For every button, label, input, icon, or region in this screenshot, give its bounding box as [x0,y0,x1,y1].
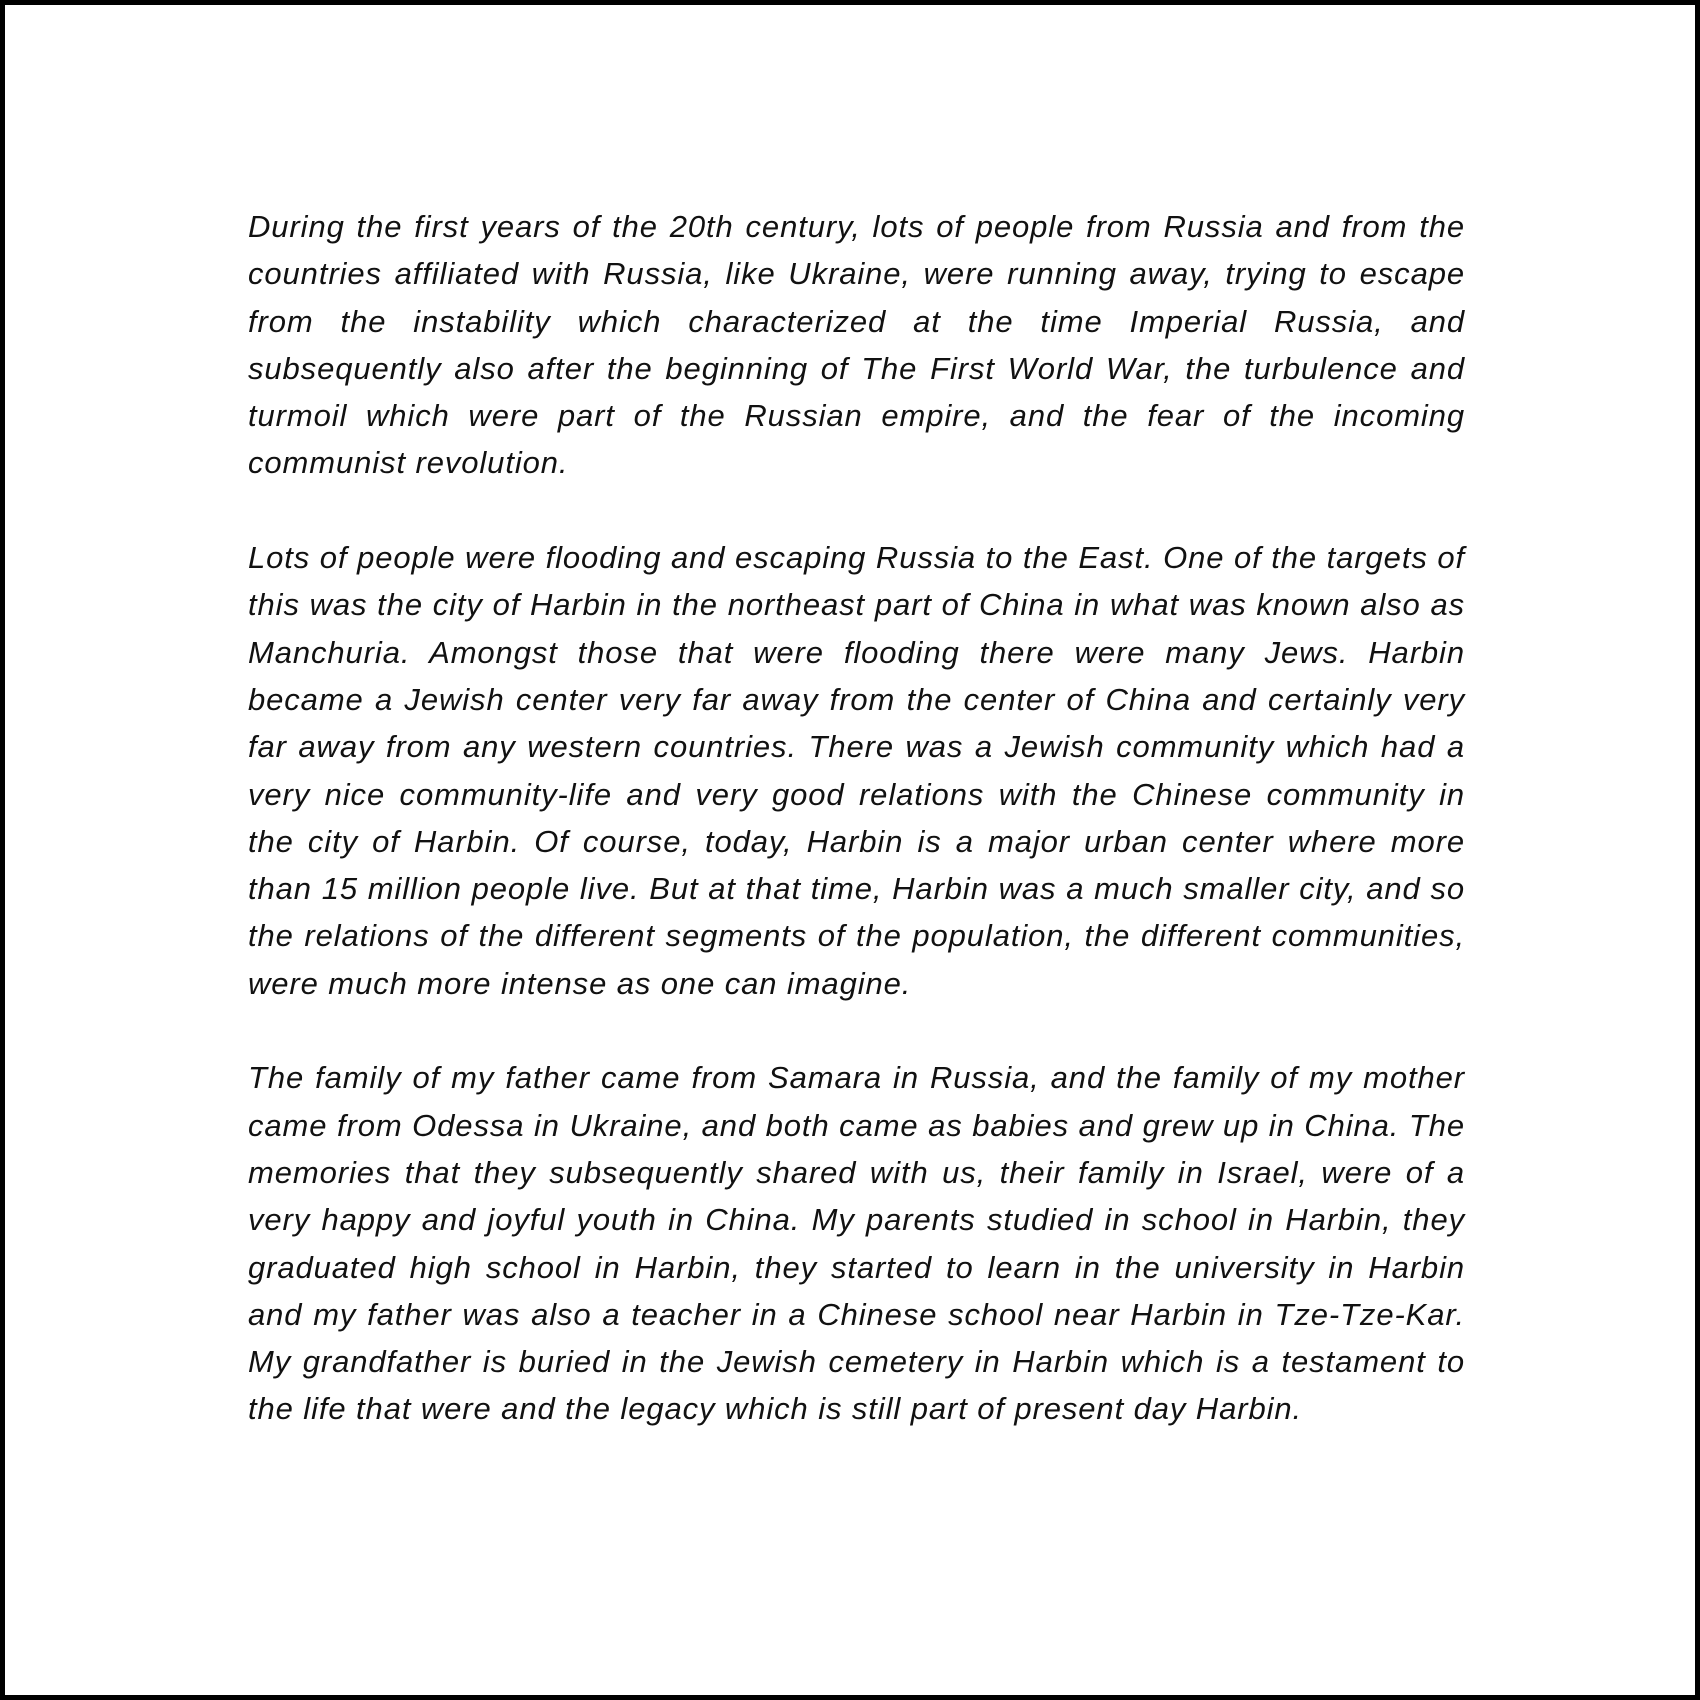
paragraph-3: The family of my father came from Samara in Russia, and the family of my mother came from Odessa in Ukraine, and both came as babies and grew up in China. The memories that they subsequently shared with us, their family in Israel, were of a very happy and joyful youth in China. My parents studied in school in Harbin, they graduated high school in Harbin, they started to learn in the university in Harbin and my father was also a teacher in a Chinese school near Harbin in Tze-Tze-Kar. My grandfather is buried in the Jewish cemetery in Harbin which is a testament to the life that were and the legacy which is still part of present day Harbin. [248,1060,1465,1427]
paragraph-2: Lots of people were flooding and escaping Russia to the East. One of the targets of this was the city of Harbin in the northeast part of China in what was known also as Manchuria. Amongst those that were flooding there were many Jews. Harbin became a Jewish center very far away from the center of China and certainly very far away from any western countries. There was a Jewish community which had a very nice community-life and very good relations with the Chinese community in the city of Harbin. Of course, today, Harbin is a major urban center where more than 15 million people live. But at that time, Harbin was a much smaller city, and so the relations of the different segments of the population, the different communities, were much more intense as one can imagine. [248,540,1465,1001]
body-text [248,203,1465,1433]
paragraph-1: During the first years of the 20th century, lots of people from Russia and from the countries affiliated with Russia, like Ukraine, were running away, trying to escape from the instability which characterized at the time Imperial Russia, and subsequently also after the beginning of The First World War, the turbulence and turmoil which were part of the Russian empire, and the fear of the incoming communist revolution. [248,209,1465,481]
